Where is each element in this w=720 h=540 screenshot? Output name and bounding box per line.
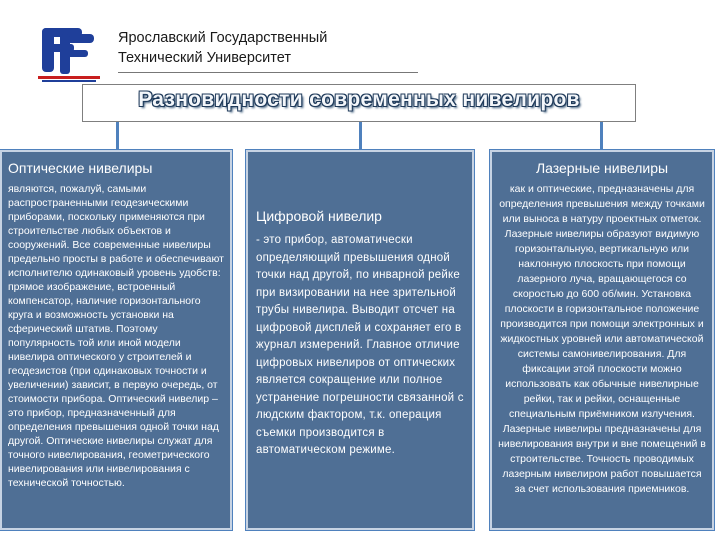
slide-title: Разновидности современных нивелиров xyxy=(138,88,580,111)
panel-title: Цифровой нивелир xyxy=(256,208,382,224)
university-name-line1: Ярославский Государственный xyxy=(118,30,328,46)
panel-title: Оптические нивелиры xyxy=(8,160,153,176)
connector-left xyxy=(116,122,119,150)
panel-digital-level xyxy=(246,150,474,530)
panel-text: как и оптические, предназначены для определения превышения между точками или выноса в натуру проектных отметок. Лазерные нивелиры образуют видимую горизонтальную, вертикальную или наклонную плоскость при помощи лазерного луча, вращающегося со скоростью до 600 об/мин. Установка плоскости в горизонтальное положение производится при помощи электронных и жидкостных уровней или автоматической системы самонивелирования. Для фиксации этой плоскости можно использовать как обычные нивелирные рейки, так и рейки, оснащенные специальным приёмником излучения. Лазерные нивелиры предназначены для нивелирования внутри и вне помещений в строительстве. Точность проводимых лазерным нивелиром работ повышается за счет использования приемников. xyxy=(498,183,706,495)
header-divider xyxy=(118,72,418,73)
panel-laser-levels xyxy=(490,150,714,530)
panel-optical-levels xyxy=(0,150,232,530)
university-name xyxy=(118,28,418,68)
panel-text: - это прибор, автоматически определяющий превышения одной точки над другой, по инварной рейке при визировании на нее зрительной трубы нивелира. Выводит отсчет на цифровой дисплей и сохраняет его в журнал измерений. Главное отличие цифровых нивелиров от оптических является сокращение или полное устранение погрешности связанной с людским фактором, т.к. операция съемки производится в автоматическом режиме. xyxy=(256,234,464,456)
university-logo-icon xyxy=(38,22,100,84)
connector-right xyxy=(600,122,603,150)
panel-text: являются, пожалуй, самыми распространенными геодезическими приборами, поскольку применяются при строительстве любых объектов и сооружений. Все современные нивелиры предельно просты в работе и обеспечивают исполнителю одинаковый уровень удобств: прямое изображение, встроенный компенсатор, наличие горизонтального круга и возможность установки на сферический штатив. Поэтому популярность той или иной модели нивелира оптического у строителей и геодезистов (при одинаковых точности и увеличении) зависит, в первую очередь, от стоимости прибора. Оптический нивелир – это прибор, предназначенный для определения превышения одной точки над другой. Оптические нивелиры служат для точного нивелирования, геометрического нивелирования или нивелирования с технической точностью. xyxy=(8,183,224,489)
panel-title: Лазерные нивелиры xyxy=(535,160,669,176)
connector-middle xyxy=(359,122,362,150)
university-name-line2: Технический Университет xyxy=(118,50,291,66)
